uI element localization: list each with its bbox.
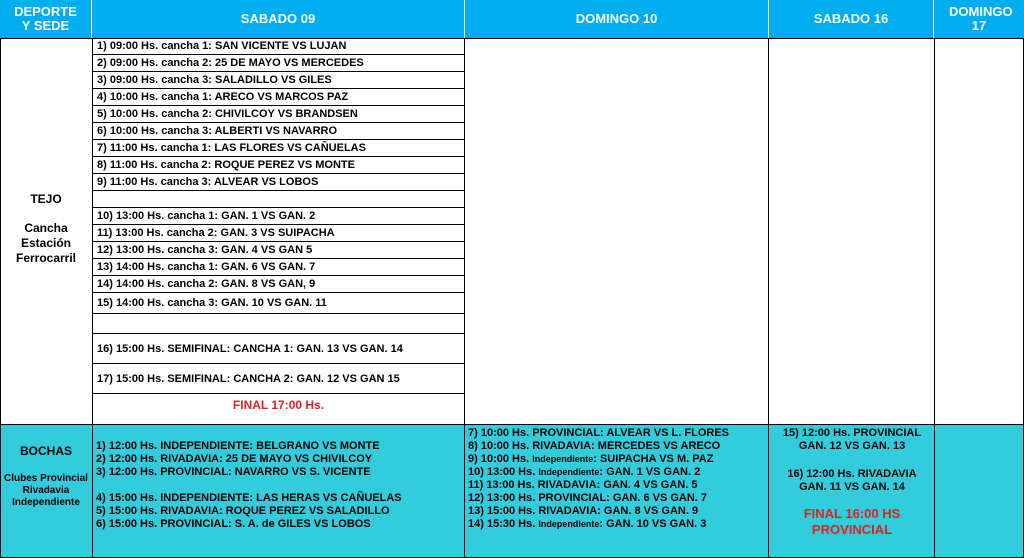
bochas-match-time: 10) 13:00 Hs. [468,466,539,478]
bochas-match-club: PROVINCIAL [538,492,607,504]
bochas-match: 6) 15:00 Hs. PROVINCIAL: S. A. de GILES VS LOBOS [96,518,371,530]
grid-vline [92,38,93,558]
header-domingo-10 [465,0,769,38]
bochas-match-teams: : MERCEDES VS ARECO [591,440,721,452]
bochas-sabado-09-list [96,440,462,531]
grid-hline [0,38,1024,39]
bochas-match: 5) 15:00 Hs. RIVADAVIA: ROQUE PEREZ VS SALADILLO [96,505,390,517]
bochas-match-15-line2: GAN. 12 VS GAN. 13 [798,440,906,452]
tejo-match-row: 6) 10:00 Hs. cancha 3: ALBERTI VS NAVARRO [93,123,464,140]
bochas-match-club: Independiente [532,454,594,464]
tejo-final: FINAL 17:00 Hs. [232,398,325,412]
bochas-match [468,453,767,466]
bochas-match [468,466,767,479]
bochas-match-time: 9) 10:00 Hs. [468,453,533,465]
bochas-match-time: 8) 10:00 Hs. [468,440,533,452]
bochas-match-time: 12) 13:00 Hs. [468,492,539,504]
bochas-match-16-line2: GAN. 11 VS GAN. 14 [799,481,905,493]
bochas-match-teams: : SUIPACHA VS M. PAZ [593,453,714,465]
header-domingo-17 [934,0,1024,38]
bochas-match [468,518,767,531]
bochas-final-line1: FINAL 16:00 HS [803,506,901,521]
header-sabado-09 [92,0,465,38]
header-deporte-sede-label: DEPORTE Y SEDE [14,4,77,33]
bochas-sede-cell [2,444,90,509]
bochas-venue: Clubes Provincial Rivadavia Independiente [4,473,88,508]
header-domingo-17-label: DOMINGO 17 [949,4,1013,33]
tejo-match-row: 16) 15:00 Hs. SEMIFINAL: CANCHA 1: GAN. 13 VS GAN. 14 [93,334,464,364]
grid-vline [934,38,935,558]
bochas-domingo-10-list [468,427,767,531]
tejo-venue: Cancha Estación Ferrocarril [15,221,77,265]
bochas-match: 2) 12:00 Hs. RIVADAVIA: 25 DE MAYO VS CHIVILCOY [96,453,373,465]
bochas-title: BOCHAS [19,444,72,458]
bochas-match-teams: : GAN. 8 VS GAN. 9 [597,505,699,517]
tejo-match-row: 13) 14:00 Hs. cancha 1: GAN. 6 VS GAN. 7 [93,259,464,276]
bochas-match-time: 14) 15:30 Hs. [468,518,539,530]
bochas-match-club: Independiente [538,519,600,529]
bochas-match [468,505,767,518]
header-deporte-sede [0,0,92,38]
tejo-match-row: 8) 11:00 Hs. cancha 2: ROQUE PEREZ VS MONTE [93,157,464,174]
bochas-match [468,440,767,453]
bochas-sabado-16-list [772,427,932,538]
bochas-match-time: 13) 15:00 Hs. [468,505,539,517]
grid-vline [768,38,769,558]
tejo-blank-row [93,314,464,334]
bochas-match: 3) 12:00 Hs. PROVINCIAL: NAVARRO VS S. VICENTE [96,466,371,478]
tejo-match-row: 10) 13:00 Hs. cancha 1: GAN. 1 VS GAN. 2 [93,208,464,225]
bochas-match-club: RIVADAVIA [538,505,598,517]
header-sabado-16 [769,0,934,38]
grid-vline [464,38,465,558]
bochas-match-teams: : ALVEAR VS L. FLORES [600,427,729,439]
bochas-match: 4) 15:00 Hs. INDEPENDIENTE: LAS HERAS VS CAÑUELAS [96,492,402,504]
header-sabado-16-label: SABADO 16 [813,11,889,26]
bochas-match-teams: : GAN. 10 VS GAN. 3 [599,518,707,530]
bochas-match-club: RIVADAVIA [532,440,592,452]
tejo-match-row: 3) 09:00 Hs. cancha 3: SALADILLO VS GILES [93,72,464,89]
grid-vline [0,38,1,558]
bochas-match-teams: : GAN. 1 VS GAN. 2 [599,466,701,478]
tejo-match-row: 14) 14:00 Hs. cancha 2: GAN. 8 VS GAN, 9 [93,276,464,293]
bochas-match-time: 7) 10:00 Hs. [468,427,533,439]
tejo-match-row: 17) 15:00 Hs. SEMIFINAL: CANCHA 2: GAN. 12 VS GAN 15 [93,364,464,394]
tejo-match-row: 7) 11:00 Hs. cancha 1: LAS FLORES VS CAÑUELAS [93,140,464,157]
bochas-match-club: PROVINCIAL [532,427,601,439]
bochas-match: 1) 12:00 Hs. INDEPENDIENTE: BELGRANO VS MONTE [96,440,380,452]
tejo-title: TEJO [30,192,62,206]
tejo-match-row: 9) 11:00 Hs. cancha 3: ALVEAR VS LOBOS [93,174,464,191]
tejo-match-row: 5) 10:00 Hs. cancha 2: CHIVILCOY VS BRANDSEN [93,106,464,123]
tejo-match-row: 11) 13:00 Hs. cancha 2: GAN. 3 VS SUIPACHA [93,225,464,242]
bochas-match-time: 11) 13:00 Hs. [468,479,538,491]
bochas-match [96,479,462,492]
tejo-match-row: 4) 10:00 Hs. cancha 1: ARECO VS MARCOS PAZ [93,89,464,106]
bochas-match [468,479,767,492]
bochas-match-15-line1: 15) 12:00 Hs. PROVINCIAL [782,427,922,439]
bochas-final-line2: PROVINCIAL [811,522,893,537]
bochas-match-club: RIVADAVIA [537,479,597,491]
tejo-sede-cell [2,192,90,266]
bochas-match-club: Independiente [538,467,600,477]
bochas-match [468,427,767,440]
grid-hline [0,424,1024,425]
tejo-match-row: 2) 09:00 Hs. cancha 2: 25 DE MAYO VS MERCEDES [93,55,464,72]
bochas-match-16-line1: 16) 12:00 Hs. RIVADAVIA [787,468,917,480]
tejo-blank-row [93,191,464,208]
bochas-match-teams: : GAN. 6 VS GAN. 7 [606,492,708,504]
header-domingo-10-label: DOMINGO 10 [575,11,658,26]
tejo-match-row: 12) 13:00 Hs. cancha 3: GAN. 4 VS GAN 5 [93,242,464,259]
bochas-match-teams: : GAN. 4 VS GAN. 5 [596,479,698,491]
header-sabado-09-label: SABADO 09 [240,11,316,26]
tejo-match-row: 1) 09:00 Hs. cancha 1: SAN VICENTE VS LUJAN [93,38,464,55]
bochas-match [468,492,767,505]
tejo-match-row: 15) 14:00 Hs. cancha 3: GAN. 10 VS GAN. 11 [93,293,464,314]
